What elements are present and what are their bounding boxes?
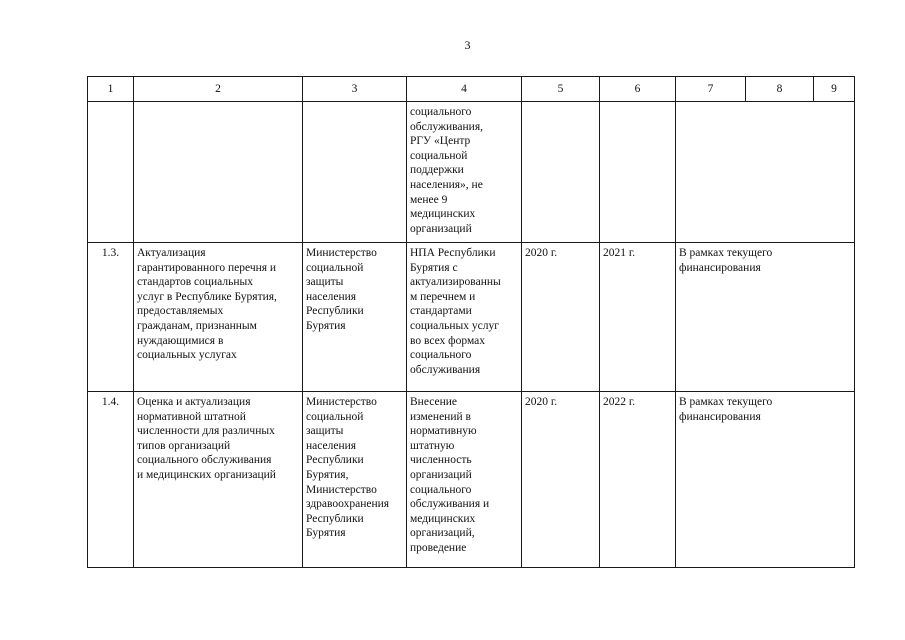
column-header-3: 3 xyxy=(303,77,407,102)
column-header-8: 8 xyxy=(746,77,814,102)
result-cell: социального обслуживания, РГУ «Центр социальной поддержки населения», не менее 9 медицинских организаций xyxy=(407,102,522,243)
start-date-cell xyxy=(522,102,600,243)
measure-cell: Актуализация гарантированного перечня и стандартов социальных услуг в Республике Бурятия, предоставляемых гражданам, признанным нуждающимися в социальных услугах xyxy=(134,243,303,392)
start-date-cell: 2020 г. xyxy=(522,243,600,392)
funding-cell: В рамках текущего финансирования xyxy=(676,392,855,568)
row-number xyxy=(88,102,134,243)
column-header-4: 4 xyxy=(407,77,522,102)
result-cell: НПА Республики Бурятия с актуализированны м перечнем и стандартами социальных услуг во всех формах социального обслуживания xyxy=(407,243,522,392)
column-header-7: 7 xyxy=(676,77,746,102)
table-row xyxy=(88,102,855,243)
plan-table xyxy=(87,76,855,568)
column-header-5: 5 xyxy=(522,77,600,102)
column-number-row xyxy=(88,77,855,102)
row-number: 1.4. xyxy=(88,392,134,568)
measure-cell xyxy=(134,102,303,243)
measure-cell: Оценка и актуализация нормативной штатной численности для различных типов организаций социального обслуживания и медицинских организаций xyxy=(134,392,303,568)
row-number: 1.3. xyxy=(88,243,134,392)
column-header-2: 2 xyxy=(134,77,303,102)
start-date-cell: 2020 г. xyxy=(522,392,600,568)
table-row xyxy=(88,392,855,568)
column-header-9: 9 xyxy=(814,77,855,102)
column-header-1: 1 xyxy=(88,77,134,102)
end-date-cell: 2021 г. xyxy=(600,243,676,392)
column-header-6: 6 xyxy=(600,77,676,102)
end-date-cell: 2022 г. xyxy=(600,392,676,568)
end-date-cell xyxy=(600,102,676,243)
responsible-cell: Министерство социальной защиты населения Республики Бурятия xyxy=(303,243,407,392)
table-row xyxy=(88,243,855,392)
result-cell: Внесение изменений в нормативную штатную численность организаций социального обслуживания и медицинских организаций, проведение xyxy=(407,392,522,568)
funding-cell xyxy=(676,102,855,243)
funding-cell: В рамках текущего финансирования xyxy=(676,243,855,392)
responsible-cell xyxy=(303,102,407,243)
responsible-cell: Министерство социальной защиты населения Республики Бурятия, Министерство здравоохранения Республики Бурятия xyxy=(303,392,407,568)
page-number: 3 xyxy=(464,38,471,52)
